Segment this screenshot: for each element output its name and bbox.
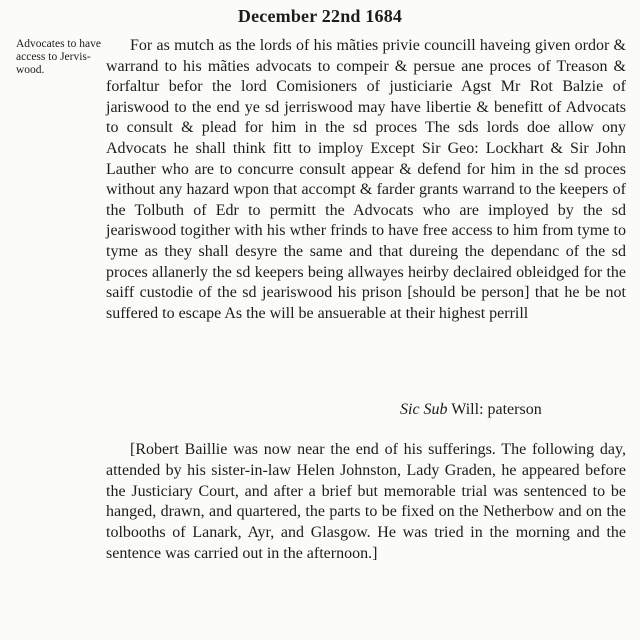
signature-prefix: Sic Sub <box>400 401 448 418</box>
signature-name: Will: paterson <box>451 401 542 418</box>
editorial-note <box>106 440 626 565</box>
editorial-paragraph: [Robert Baillie was now near the end of his sufferings. The following day, attended by his sister-in-law Helen Johnston, Lady Graden, he appeared before the Justiciary Court, and after a brief but memorable trial was sentenced to be hanged, drawn, and quartered, the parts to be fixed on the Netherbow and on the tolbooths of Lanark, Ayr, and Glasgow. He was tried in the morning and the sentence was carried out in the afternoon.] <box>106 441 626 562</box>
margin-note: Advocates to have access to Jervis-wood. <box>16 38 101 76</box>
council-record <box>106 36 626 324</box>
record-paragraph: For as mutch as the lords of his mãties privie councill haveing given ordor & warrand to his mãties advocats to compeir & persue ane proces of Treason & forfaltur befor the lord Comisioners of justiciarie Agst Mr Rot Balzie of jariswood to the end ye sd jerriswood may have libertie & benefitt of Advocats to consult & plead for him in the sd proces The sds lords doe allow ony Advocats he shall think fitt to imploy Except Sir Geo: Lockhart & Sir John Lauther who are to concurre consult appear & defend for him in the sd proces without any hazard wpon that accompt & farder grants warrand to the keepers of the Tolbuth of Edr to permitt the Advocats who are imployed by the sd jeariswood togither with his wther frinds to have free access to him from tyme to tyme as they shall desyre the same and that dureing the dependanc of the sd proces allanerly the sd keepers being allwayes heirby declaired obleidged for the saiff custodie of the sd jeariswood his prison [should be person] that he be not suffered to escape As the will be ansuerable at their highest perrill <box>106 37 626 322</box>
signature-line <box>400 400 626 420</box>
entry-date: December 22nd 1684 <box>237 6 403 26</box>
